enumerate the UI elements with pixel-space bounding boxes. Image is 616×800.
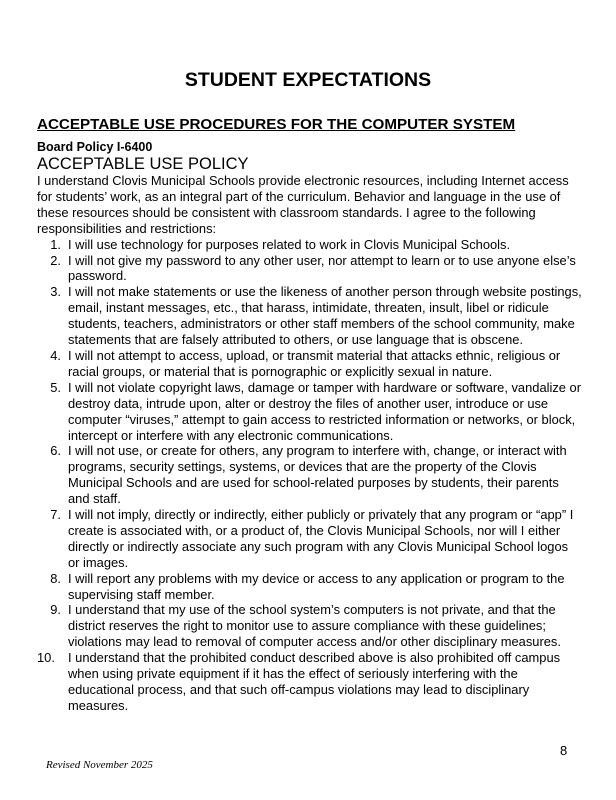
rules-list xyxy=(37,237,582,714)
item-text: I understand that my use of the school system’s computers is not private, and that the district reserves the right to monitor use to assure compliance with these guidelines; violations may lead to removal of computer access and/or other disciplinary measures. xyxy=(68,602,561,650)
item-number: 2. xyxy=(50,252,61,268)
item-number: 3. xyxy=(50,284,61,300)
item-number: 1. xyxy=(50,236,61,252)
item-text: I will use technology for purposes related to work in Clovis Municipal Schools. xyxy=(68,236,511,252)
list-item xyxy=(37,253,582,285)
item-number: 8. xyxy=(50,570,61,586)
item-text: I will not make statements or use the likeness of another person through website postings, email, instant messages, etc., that harass, intimidate, threaten, insult, libel or ridicule students, teachers, administrators or other staff members of the school community, make statements that are falsely attributed to others, or use language that is obscene. xyxy=(68,284,582,348)
item-text: I will not violate copyright laws, damage or tamper with hardware or software, vandalize or destroy data, intrude upon, alter or destroy the files of another user, introduce or use computer “viruses,” attempt to gain access to restricted information or networks, or block, intercept or interfere with any electronic communications. xyxy=(68,379,581,443)
item-number: 6. xyxy=(50,443,61,459)
list-item xyxy=(37,650,582,714)
item-text: I will not imply, directly or indirectly, either publicly or privately that any program or “app” I create is associated with, or a product of, the Clovis Municipal Schools, nor will I either directly or indirectly associate any such program with any Clovis Municipal School logos or images. xyxy=(68,507,574,570)
list-item xyxy=(37,507,582,571)
policy-name: ACCEPTABLE USE POLICY xyxy=(37,155,249,173)
item-text: I will not use, or create for others, any program to interfere with, change, or interact with programs, security settings, systems, or devices that are the property of the Clovis Municipal Schools and are used for school-related purposes by students, their parents and staff. xyxy=(68,443,567,507)
item-text: I will not give my password to any other user, nor attempt to learn or to use anyone else’s password. xyxy=(68,252,576,284)
item-text: I will not attempt to access, upload, or transmit material that attacks ethnic, religious or racial groups, or material that is pornographic or explicitly sexual in nature. xyxy=(68,347,561,379)
item-number: 9. xyxy=(50,602,61,618)
list-item xyxy=(37,284,582,348)
list-item xyxy=(37,348,582,380)
item-number: 10. xyxy=(37,650,55,666)
section-heading: ACCEPTABLE USE PROCEDURES FOR THE COMPUTER SYSTEM xyxy=(37,116,516,133)
item-number: 4. xyxy=(50,347,61,363)
item-number: 7. xyxy=(50,507,61,523)
list-item xyxy=(37,571,582,603)
policy-content xyxy=(37,173,582,714)
policy-number: Board Policy I-6400 xyxy=(37,140,153,154)
revised-date: Revised November 2025 xyxy=(46,759,153,771)
intro-paragraph: I understand Clovis Municipal Schools provide electronic resources, including Internet access for students’ work, as an integral part of the curriculum. Behavior and language in the use of these resources should be consistent with classroom standards. I agree to the following responsibilities and restrictions: xyxy=(37,173,569,236)
list-item xyxy=(37,380,582,444)
page-number: 8 xyxy=(560,743,568,758)
page-title: STUDENT EXPECTATIONS xyxy=(184,69,432,91)
list-item xyxy=(37,602,582,650)
item-text: I understand that the prohibited conduct described above is also prohibited off campus when using private equipment if it has the effect of seriously interfering with the educational process, and that such off-campus violations may lead to disciplinary measures. xyxy=(68,650,561,713)
item-text: I will report any problems with my device or access to any application or program to the supervising staff member. xyxy=(68,570,565,602)
list-item xyxy=(37,443,582,507)
item-number: 5. xyxy=(50,379,61,395)
list-item xyxy=(37,237,582,253)
